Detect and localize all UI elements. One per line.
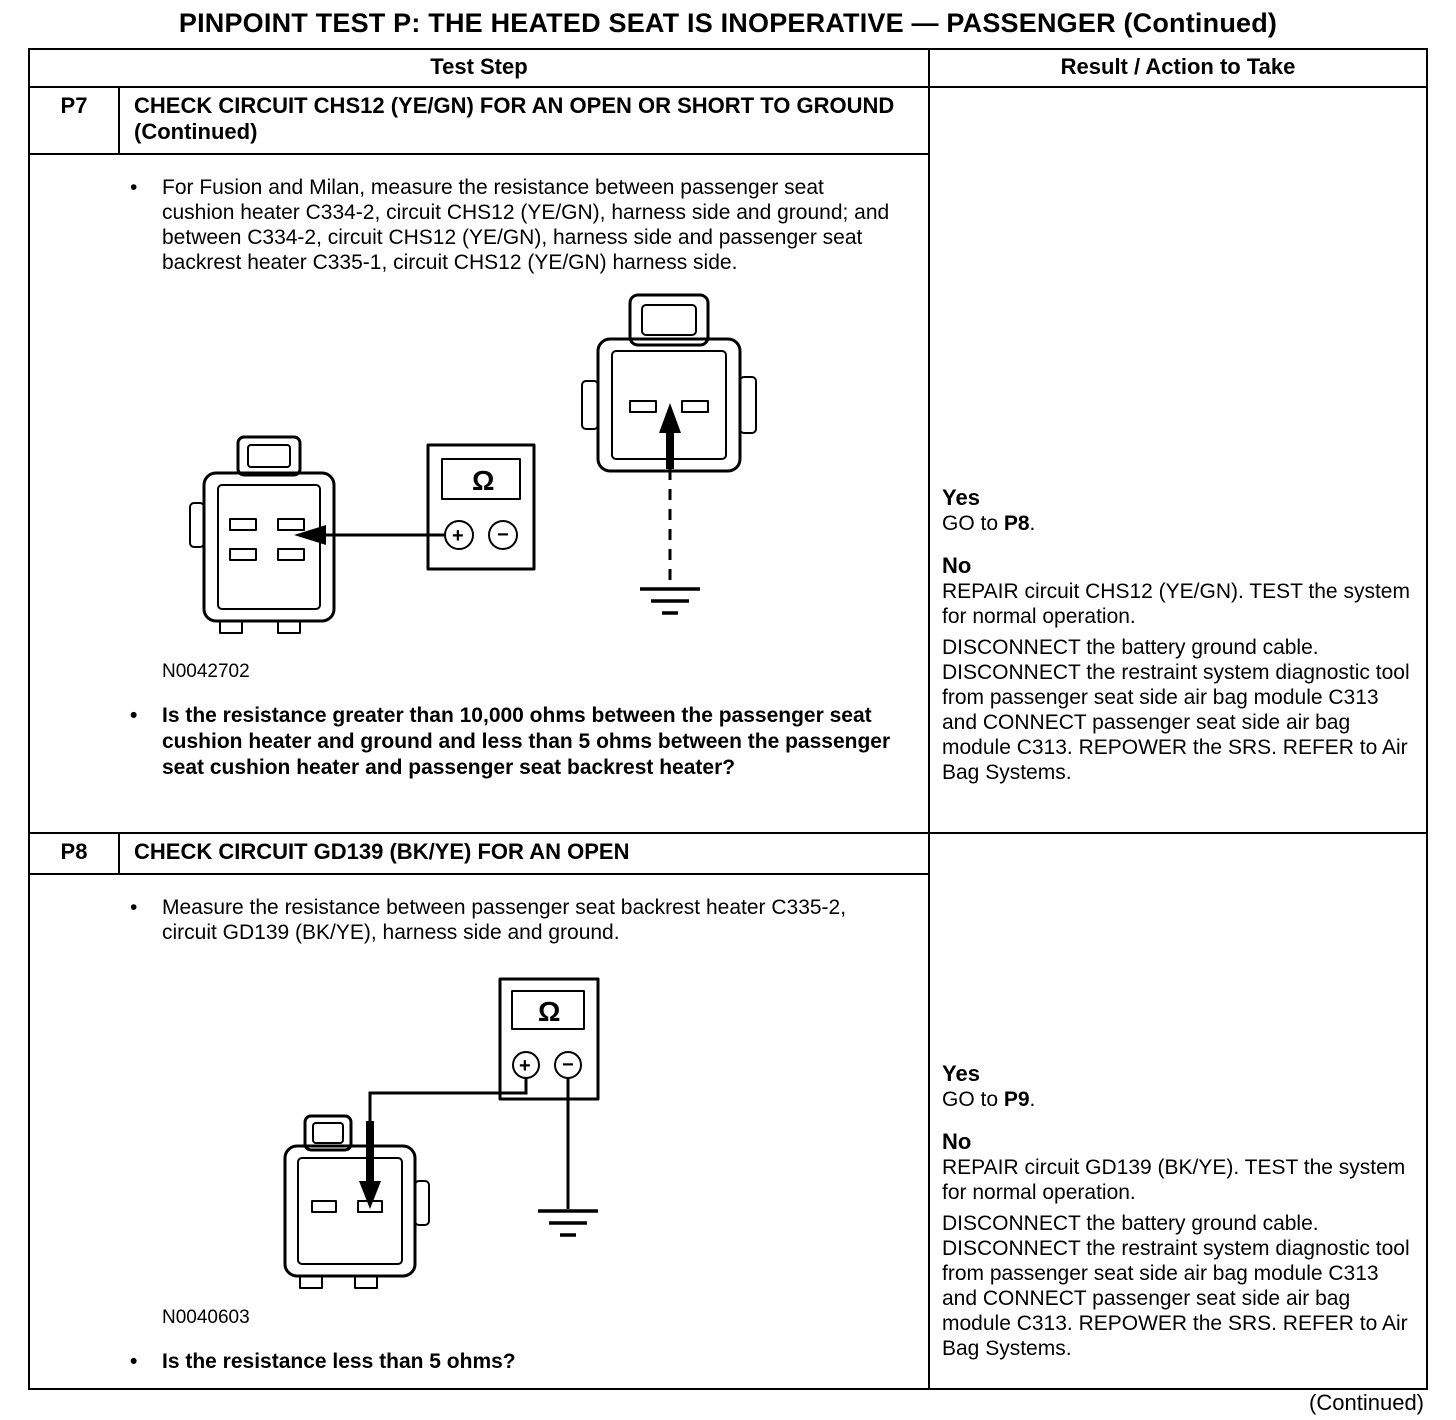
goto-target: P8 <box>1003 512 1030 535</box>
meter-minus-terminal: − <box>562 1054 574 1076</box>
goto-suffix: . <box>1029 1088 1036 1111</box>
no-label: No <box>942 553 972 578</box>
goto-prefix: GO to <box>942 512 1004 535</box>
no-action-text: DISCONNECT the battery ground cable. DISCONNECT the restraint system diagnostic tool from passenger seat side air bag module C313 and CONNECT passenger seat side air bag module C313. REPOWER the SRS. REFER to Air Bag Systems. <box>942 636 1410 784</box>
no-action-text: REPAIR circuit CHS12 (YE/GN). TEST the system for normal operation. <box>942 580 1410 628</box>
step-id-p7: P7 <box>30 88 120 153</box>
instruction-text: For Fusion and Milan, measure the resistance between passenger seat cushion heater C334-2, circuit CHS12 (YE/GN), harness side and ground; and between C334-2, circuit CHS12 (YE/GN), harness side and passenger seat backrest heater C335-1, circuit CHS12 (YE/GN) harness side. <box>162 176 890 274</box>
step-header-p7 <box>30 88 928 155</box>
instruction-bullet <box>130 895 900 945</box>
table-row-p8 <box>30 832 1426 1388</box>
question-text: Is the resistance less than 5 ohms? <box>162 1350 516 1373</box>
ohmmeter-icon <box>428 445 534 569</box>
ohmmeter-omega: Ω <box>538 996 561 1027</box>
goto-suffix: . <box>1029 512 1036 535</box>
ohmmeter-icon <box>500 979 598 1099</box>
pinpoint-test-table <box>28 48 1428 1390</box>
bullet-icon: • <box>130 176 138 199</box>
yes-action <box>942 511 1418 536</box>
yes-action <box>942 1087 1418 1112</box>
table-header-row <box>30 50 1426 88</box>
test-step-cell-p7 <box>30 88 930 832</box>
wiring-figure-p8 <box>30 971 928 1329</box>
goto-prefix: GO to <box>942 1088 1004 1111</box>
bullet-icon: • <box>130 1350 138 1373</box>
instruction-text: Measure the resistance between passenger seat backrest heater C335-2, circuit GD139 (BK/YE), harness side and ground. <box>162 896 847 944</box>
wiring-diagram-p7 <box>162 289 882 657</box>
bullet-icon: • <box>130 704 138 727</box>
yes-label: Yes <box>942 485 980 510</box>
question-bullet <box>130 1349 900 1375</box>
meter-plus-terminal: + <box>452 525 464 547</box>
no-action-text: DISCONNECT the battery ground cable. DISCONNECT the restraint system diagnostic tool from passenger seat side air bag module C313 and CONNECT passenger seat side air bag module C313. REPOWER the SRS. REFER to Air Bag Systems. <box>942 1212 1410 1360</box>
continued-note: (Continued) <box>1309 1390 1424 1415</box>
column-header-test-step: Test Step <box>30 50 930 86</box>
step-id-p8: P8 <box>30 834 120 873</box>
wiring-diagram-p8 <box>250 971 710 1303</box>
figure-label: N0040603 <box>162 1307 250 1328</box>
meter-minus-terminal: − <box>497 524 509 546</box>
probe-arrow-icon <box>359 1121 381 1209</box>
step-body-p7 <box>30 155 928 832</box>
ohmmeter-omega: Ω <box>472 465 495 496</box>
question-text: Is the resistance greater than 10,000 ohms between the passenger seat cushion heater and ground and less than 5 ohms between the passenger seat cushion heater and passenger seat backrest heater? <box>162 704 891 779</box>
result-cell-p8 <box>930 834 1426 1388</box>
no-action-text: REPAIR circuit GD139 (BK/YE). TEST the system for normal operation. <box>942 1156 1406 1204</box>
yes-label: Yes <box>942 1061 980 1086</box>
instruction-bullet <box>130 175 900 275</box>
ground-symbol-icon <box>640 589 700 613</box>
step-header-p8 <box>30 834 928 875</box>
bullet-icon: • <box>130 896 138 919</box>
table-row-p7 <box>30 88 1426 832</box>
test-step-cell-p8 <box>30 834 930 1388</box>
step-title-p8: CHECK CIRCUIT GD139 (BK/YE) FOR AN OPEN <box>134 839 630 864</box>
no-label: No <box>942 1129 972 1154</box>
page-title: PINPOINT TEST P: THE HEATED SEAT IS INOPERATIVE — PASSENGER (Continued) <box>178 8 1278 38</box>
backrest-heater-connector-icon <box>285 1116 429 1288</box>
goto-target: P9 <box>1003 1088 1030 1111</box>
probe-arrow-icon <box>294 525 326 545</box>
figure-label: N0042702 <box>162 661 250 682</box>
column-header-result: Result / Action to Take <box>1060 54 1296 79</box>
wiring-figure-p7 <box>30 289 928 683</box>
step-title-p7: CHECK CIRCUIT CHS12 (YE/GN) FOR AN OPEN OR SHORT TO GROUND (Continued) <box>134 93 895 144</box>
result-cell-p7 <box>930 88 1426 832</box>
ground-symbol-icon <box>538 1211 598 1235</box>
question-bullet <box>130 703 900 781</box>
step-body-p8 <box>30 875 928 1388</box>
meter-plus-terminal: + <box>519 1055 531 1077</box>
